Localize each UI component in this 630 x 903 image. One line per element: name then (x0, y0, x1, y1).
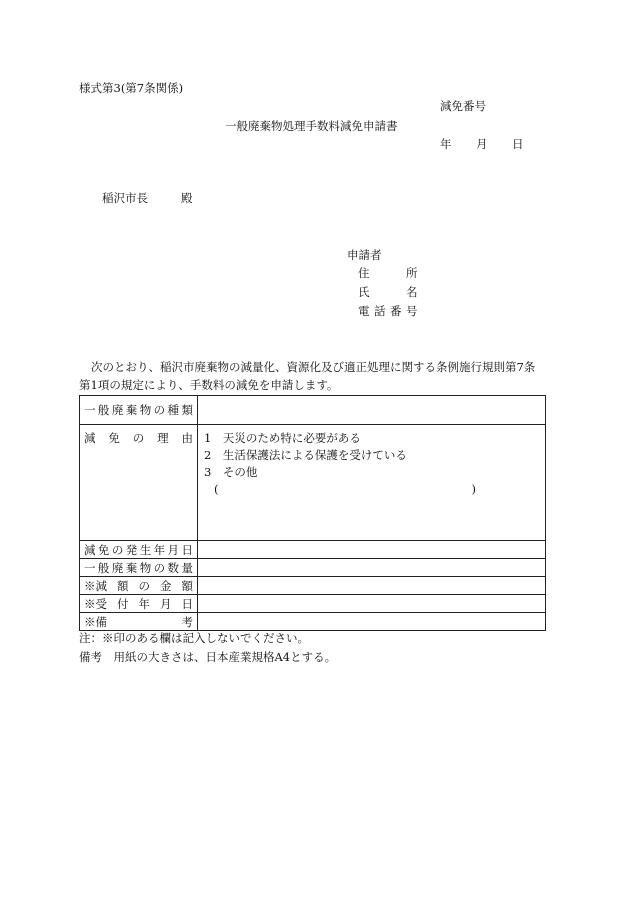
reason-text: その他 (222, 465, 258, 479)
label-char: 減 (84, 431, 96, 445)
label-char: 生 (139, 542, 152, 557)
name-label-2: 名 (406, 285, 418, 299)
label-char: 般 (97, 403, 110, 417)
name-label-1: 氏 (358, 285, 370, 299)
occurrence-date-field[interactable] (198, 541, 546, 559)
applicant-heading: 申請者 (347, 248, 382, 262)
occurrence-date-label-cell (80, 541, 198, 559)
body-text-line-1: 次のとおり、稲沢市廃棄物の減量化、資源化及び適正処理に関する条例施行規則第7条 (91, 360, 536, 374)
label-char: 免 (97, 542, 110, 557)
label-char: 般 (97, 560, 110, 575)
reason-number: 3 (204, 465, 212, 479)
label-char: 月 (160, 596, 172, 611)
label-char: 発 (125, 542, 138, 557)
label-char: 一 (84, 560, 96, 575)
address-label-1: 住 (358, 266, 370, 280)
phone-label-2: 話 (374, 304, 386, 318)
label-char: 年 (153, 542, 166, 557)
note-1: 注：※印のある欄は記入しないでください。 (79, 631, 309, 645)
date-day-label: 日 (512, 137, 524, 151)
paren-close: ) (471, 482, 476, 496)
label-char: 類 (181, 403, 193, 417)
label-char: 額 (181, 578, 193, 593)
label-char: 日 (181, 596, 193, 611)
reason-number: 1 (204, 431, 212, 445)
label-char: 日 (181, 542, 193, 557)
reason-option-3[interactable] (204, 464, 539, 481)
label-char: 減 (84, 542, 96, 557)
reduction-amount-field[interactable] (198, 577, 546, 595)
label-char: 月 (167, 542, 180, 557)
body-text-line-2: 第1項の規定により、手数料の減免を申請します。 (79, 378, 339, 392)
label-char: の (153, 560, 166, 575)
remarks-field[interactable] (198, 613, 546, 631)
other-reason-parentheses[interactable] (204, 481, 476, 498)
quantity-field[interactable] (198, 559, 546, 577)
label-char: 考 (181, 614, 193, 629)
label-char: 種 (167, 403, 180, 417)
form-number: 様式第3(第7条関係) (79, 81, 184, 95)
date-month-label: 月 (476, 137, 488, 151)
reason-text: 生活保護法による保護を受けている (222, 448, 407, 462)
phone-label-3: 番 (390, 304, 402, 318)
reduction-amount-label-cell (80, 577, 198, 595)
label-char: 廃 (111, 403, 124, 417)
reason-number: 2 (204, 448, 212, 462)
label-char: 物 (139, 403, 152, 417)
date-year-label: 年 (440, 137, 452, 151)
reason-option-1[interactable] (204, 430, 539, 447)
application-table (79, 395, 546, 631)
reason-text: 天災のため特に必要がある (222, 431, 361, 445)
label-char: ※受 (84, 596, 107, 611)
exemption-number-label: 減免番号 (440, 99, 486, 113)
label-char: 棄 (125, 560, 138, 575)
reason-field[interactable] (198, 425, 546, 541)
label-char: の (138, 578, 150, 593)
receipt-date-label-cell (80, 595, 198, 613)
label-char: ※備 (84, 614, 107, 629)
note-2: 備考 用紙の大きさは、日本産業規格A4とする。 (79, 650, 337, 664)
label-char: 由 (181, 431, 193, 445)
paren-open: ( (214, 482, 219, 496)
addressee-honorific: 殿 (181, 191, 193, 205)
label-char: 付 (117, 596, 129, 611)
phone-label-1: 電 (358, 304, 370, 318)
phone-label-4: 号 (406, 304, 418, 318)
receipt-date-field[interactable] (198, 595, 546, 613)
label-char: 量 (181, 560, 193, 575)
label-char: の (153, 403, 166, 417)
reason-option-2[interactable] (204, 447, 539, 464)
document-title: 一般廃棄物処理手数料減免申請書 (225, 119, 398, 133)
remarks-label-cell (80, 613, 198, 631)
addressee-name: 稲沢市長 (102, 191, 148, 205)
reason-label-cell (80, 425, 198, 541)
label-char: 免 (108, 431, 120, 445)
label-char: 廃 (111, 560, 124, 575)
label-char: 棄 (125, 403, 138, 417)
label-char: ※減 (84, 578, 107, 593)
waste-type-field[interactable] (198, 396, 546, 425)
quantity-label-cell (80, 559, 198, 577)
label-char: 額 (117, 578, 129, 593)
address-label-2: 所 (406, 266, 418, 280)
label-char: 一 (84, 403, 96, 417)
label-char: の (111, 542, 124, 557)
label-char: 数 (167, 560, 180, 575)
waste-type-label-cell (80, 396, 198, 425)
label-char: 物 (139, 560, 152, 575)
label-char: 理 (157, 431, 169, 445)
label-char: 年 (138, 596, 150, 611)
label-char: 金 (160, 578, 172, 593)
label-char: の (132, 431, 145, 445)
